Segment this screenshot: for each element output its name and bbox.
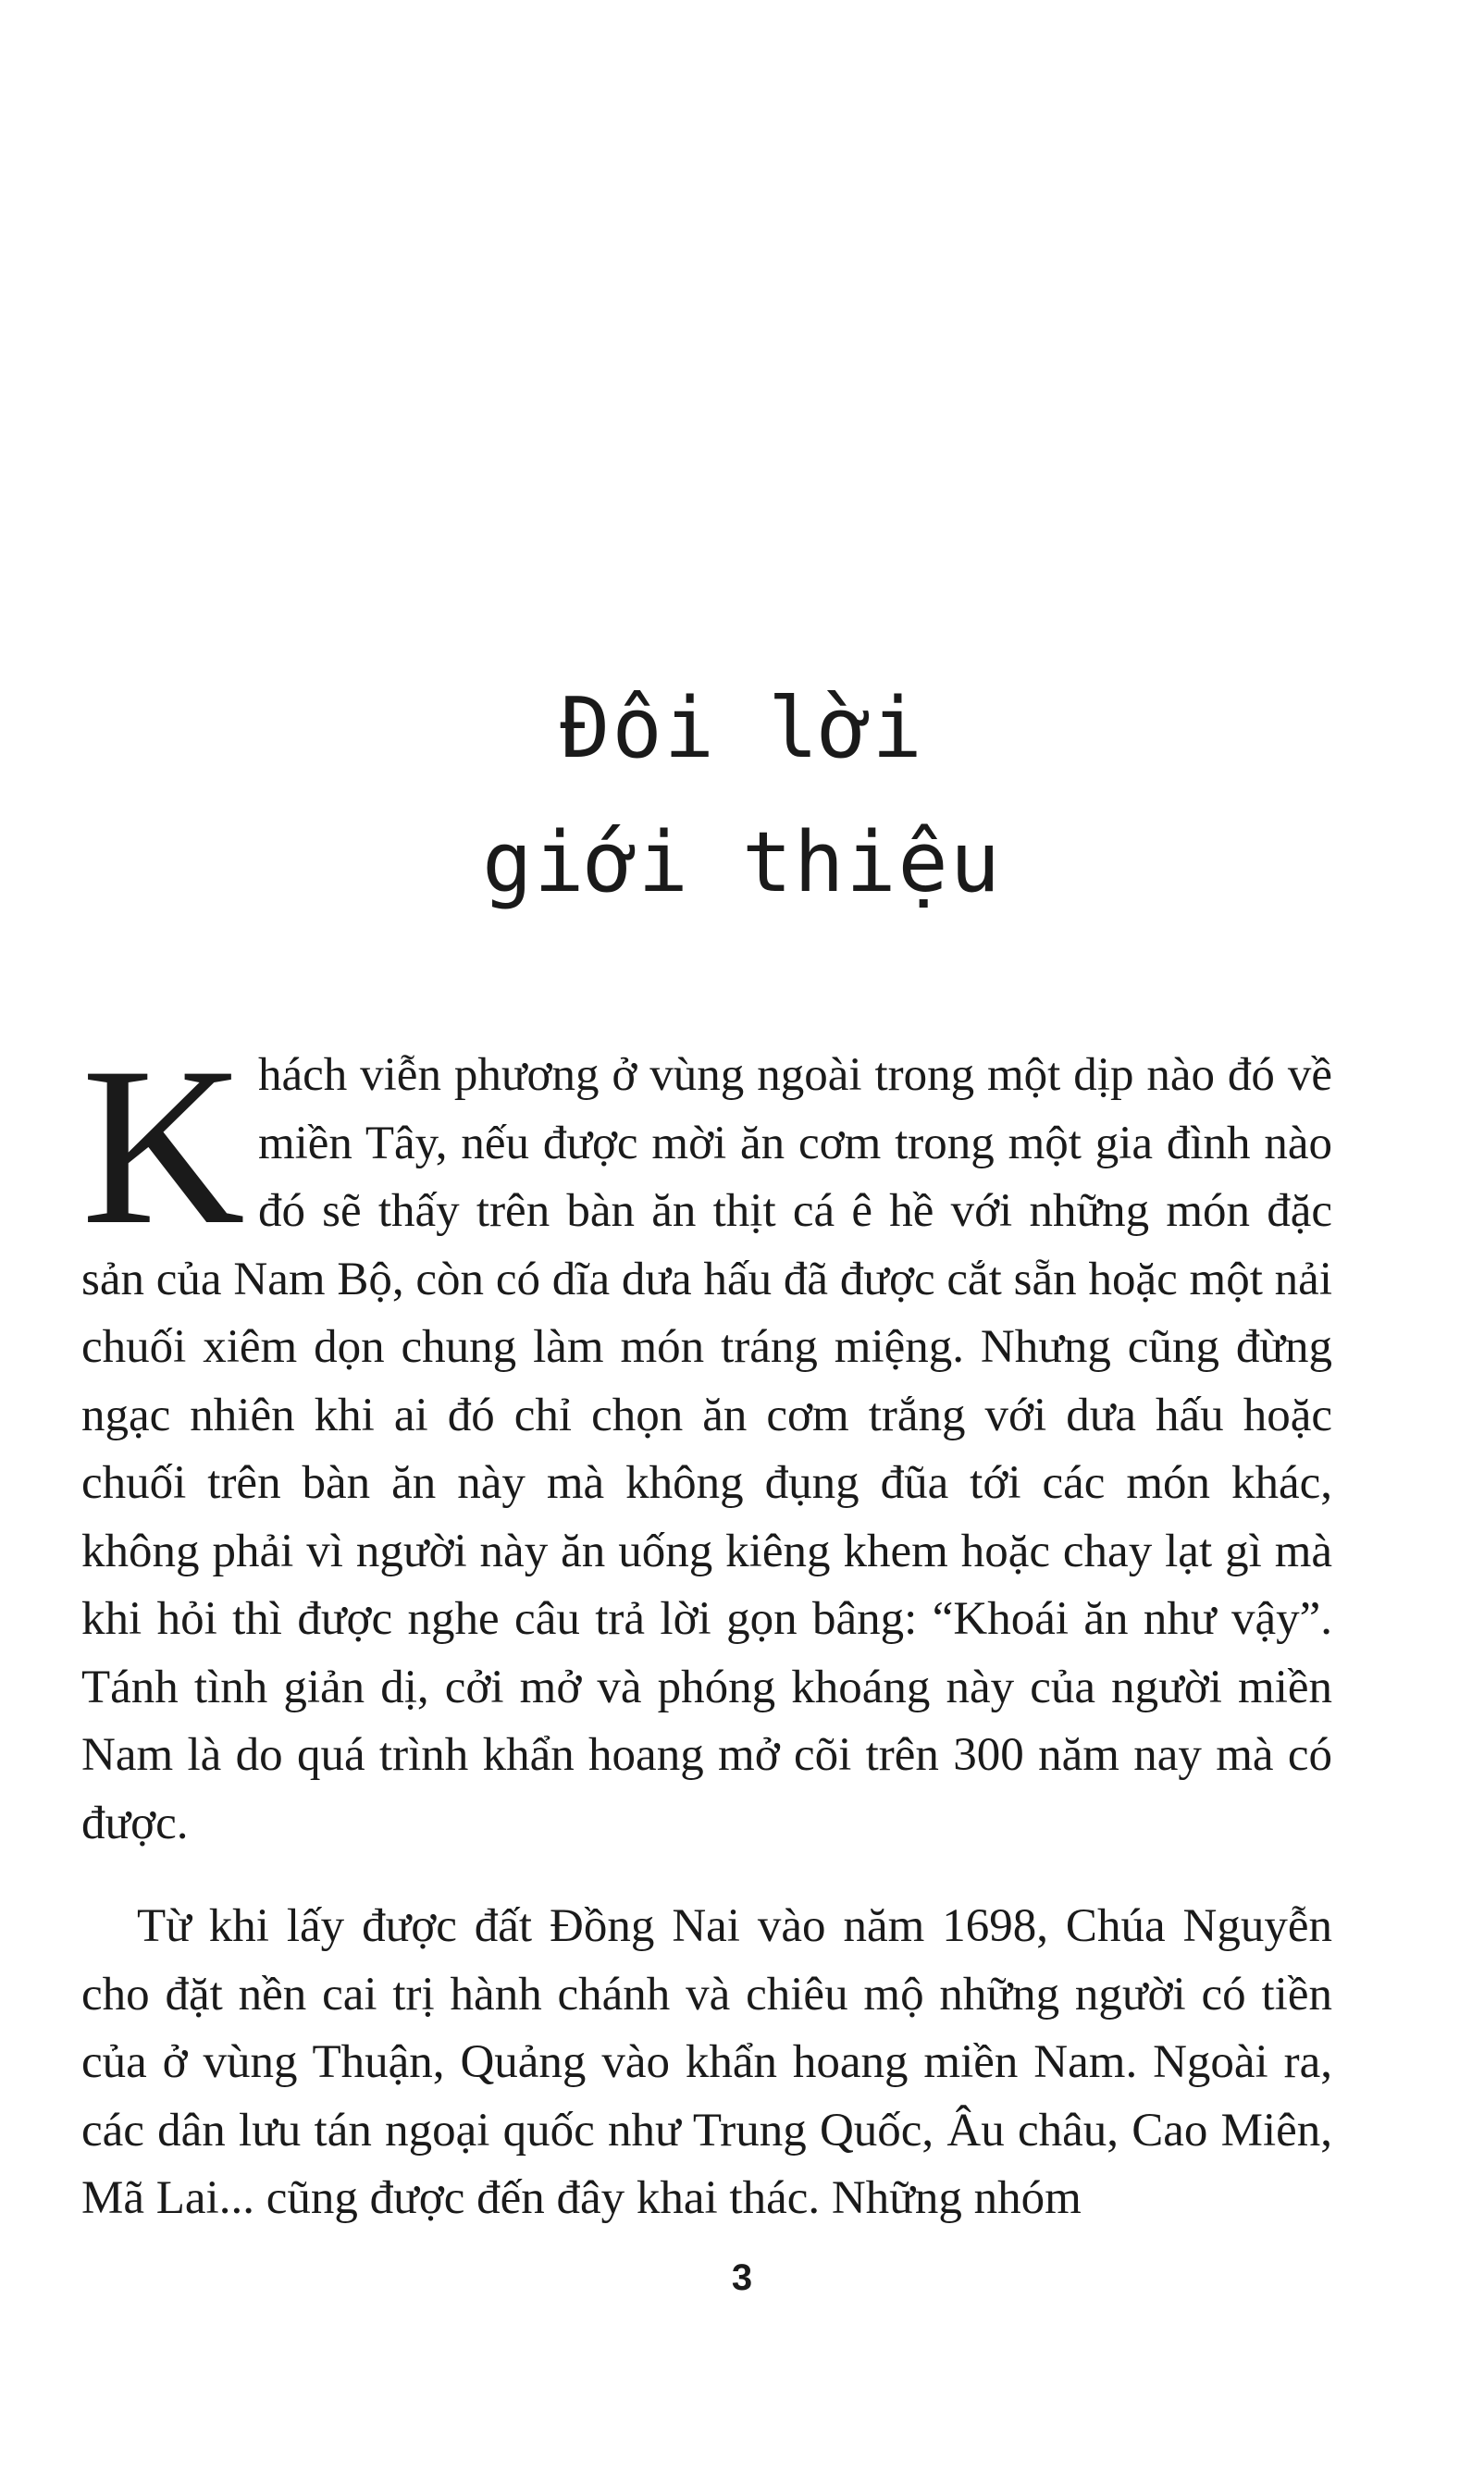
paragraph-1-text: hách viễn phương ở vùng ngoài trong một dịp nào đó về miền Tây, nếu được mời ăn cơm trong một gia đình nào đó sẽ thấy trên bàn ăn thịt cá ê hề với những món đặc sản của Nam Bộ, còn có dĩa dưa hấu đã được cắt sẵn hoặc một nải chuối xiêm dọn chung làm món tráng miệng. Nhưng cũng đừng ngạc nhiên khi ai đó chỉ chọn ăn cơm trắng với dưa hấu hoặc chuối trên bàn ăn này mà không đụng đũa tới các món khác, không phải vì người này ăn uống kiêng khem hoặc chay lạt gì mà khi hỏi thì được nghe câu trả lời gọn bâng: “Khoái ăn như vậy”. Tánh tình giản dị, cởi mở và phóng khoáng này của người miền Nam là do quá trình khẩn hoang mở cõi trên 300 năm nay mà có được.	[81, 1049, 1332, 1849]
paragraph-1	[81, 1020, 1332, 1858]
chapter-title-line-1: Đôi lời	[560, 680, 924, 777]
paragraph-2	[81, 1893, 1332, 2233]
chapter-title-line-2: giới thiệu	[482, 814, 1002, 911]
page-number: 3	[731, 2257, 753, 2298]
chapter-title	[0, 661, 1484, 930]
drop-cap: K	[81, 1020, 245, 1271]
paragraph-2-text: Từ khi lấy được đất Đồng Nai vào năm 1698, Chúa Nguyễn cho đặt nền cai trị hành chánh và chiêu mộ những người có tiền của ở vùng Thuận, Quảng vào khẩn hoang miền Nam. Ngoài ra, các dân lưu tán ngoại quốc như Trung Quốc, Âu châu, Cao Miên, Mã Lai... cũng được đến đây khai thác. Những nhóm	[81, 1900, 1332, 2224]
